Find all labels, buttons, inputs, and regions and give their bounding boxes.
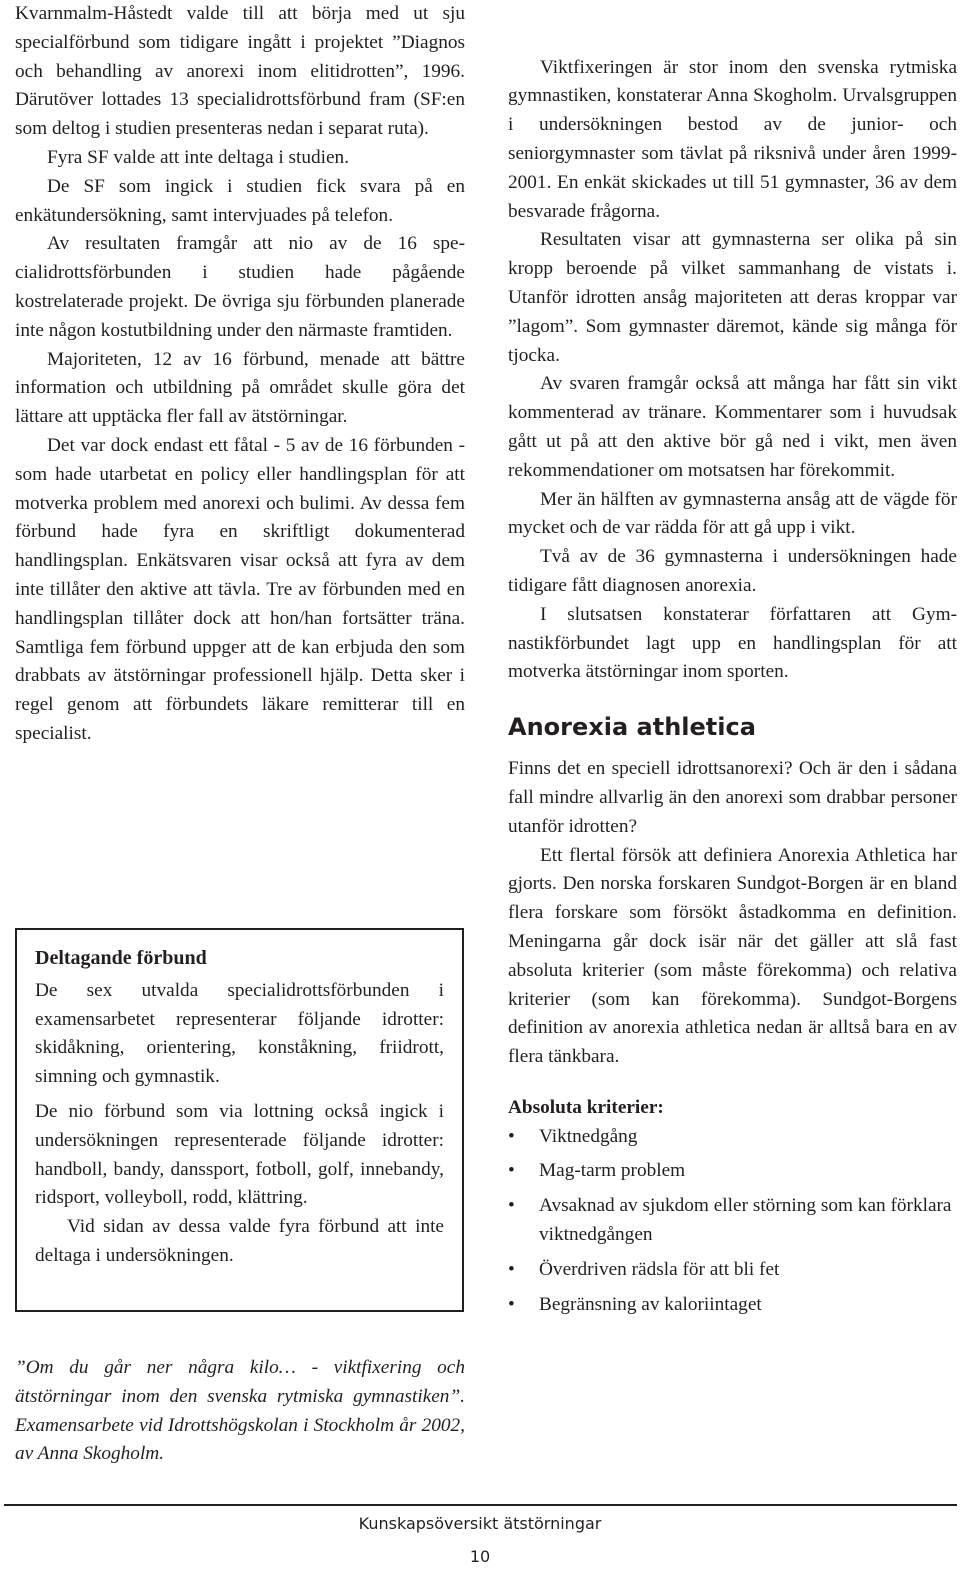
participating-federations-box bbox=[15, 928, 464, 1312]
paragraph: I slutsatsen konstaterar författaren att Gymnastikförbundet lagt upp en handlingsplan för att motverka ätstörningar inom sporten. bbox=[508, 603, 957, 683]
list-item-text: Avsaknad av sjukdom eller störning som kan förklara viktnedgången bbox=[539, 1195, 952, 1246]
list-item-text: Viktnedgång bbox=[539, 1125, 638, 1147]
paragraph: Kvarnmalm-Håstedt valde till att börja med ut sju specialförbund som tidigare ingått i projektet ”Diagnos och behandling av anorexi inom elitidrotten”, 1996. Därutöver lottades 13 specialidrottsförbund fram (SF:en som deltog i studien presenteras nedan i separat ruta). bbox=[15, 3, 465, 140]
reference-quote bbox=[15, 1354, 465, 1469]
box-paragraph: Vid sidan av dessa valde fyra förbund att inte deltaga i undersökningen. bbox=[35, 1216, 444, 1266]
list-item bbox=[508, 1256, 957, 1285]
left-column bbox=[15, 0, 465, 749]
bullet-icon: • bbox=[508, 1293, 515, 1315]
list-item bbox=[508, 1123, 957, 1152]
right-column bbox=[508, 0, 957, 1325]
page-number: 10 bbox=[469, 1547, 491, 1566]
paragraph: Resultaten visar att gymnasterna ser olika på sin kropp beroende på vilket sammanhang de vistats i. Utanför idrotten ansåg majoriteten att deras kroppar var ”lagom”. Som gymnaster däremot, kände sig många för tjocka. bbox=[508, 229, 957, 366]
list-item bbox=[508, 1157, 957, 1186]
bullet-icon: • bbox=[508, 1258, 515, 1280]
box-paragraph: De sex utvalda specialidrottsförbunden i examensarbetet representerar följande idrotter: skidåkning, orientering, konståkning, friidrott, simning och gymnastik. bbox=[35, 979, 444, 1088]
section-heading: Anorexia athletica bbox=[508, 713, 756, 742]
paragraph: Ett flertal försök att definiera Anorexia Athletica har gjorts. Den norska forskaren Sundgot-Borgen är en bland flera forskare som försökt åstadkomma en definition. Meningarna går dock isär när det gäller att slå fast absoluta kriterier (som måste förekomma) och relativa kriterier (som kan förekomma). Sundgot-Borgens definition av anorexia athletica nedan är alltså bara en av flera tänkbara. bbox=[508, 844, 957, 1068]
paragraph: Det var dock endast ett fåtal - 5 av de 16 förbunden - som hade utarbetat en policy eller handlingsplan för att motverka problem med anorexi och bulimi. Av dessa fem förbund hade fyra en skriftligt dokumenterad handlingsplan. Enkätsvaren visar också att fyra av dem inte tillåter den aktive att tävla. Tre av förbunden med en handlingsplan tillåter dock att hon/han fortsätter träna. Samtliga fem förbund uppger att de kan erbjuda den som drabbats av ätstörningar professionell hjälp. Detta sker i regel genom att förbundets läkare remitterar till en specialist. bbox=[15, 434, 465, 744]
box-paragraph: De nio förbund som via lottning också ingick i undersökningen representerade följande idrotter: handboll, bandy, danssport, fotboll, golf, innebandy, ridsport, volleyboll, rodd, klättring. bbox=[35, 1100, 444, 1209]
criteria-heading: Absoluta kriterier: bbox=[508, 1096, 664, 1118]
bullet-icon: • bbox=[508, 1160, 515, 1182]
list-item bbox=[508, 1192, 957, 1250]
paragraph: De SF som ingick i studien fick svara på en enkätundersökning, samt intervjuades på telefon. bbox=[15, 175, 465, 226]
box-title: Deltagande förbund bbox=[35, 947, 207, 969]
bullet-icon: • bbox=[508, 1195, 515, 1217]
reference-text: ”Om du går ner några kilo… - viktfixering och ätstörningar inom den svenska rytmiska gymnastiken”. Examensarbete vid Idrottshögskolan i Stockholm år 2002, av Anna Skogholm. bbox=[15, 1357, 465, 1465]
bullet-icon: • bbox=[508, 1125, 515, 1147]
list-item-text: Överdriven rädsla för att bli fet bbox=[539, 1258, 780, 1280]
list-item-text: Begränsning av kaloriintaget bbox=[539, 1293, 762, 1315]
paragraph: Fyra SF valde att inte deltaga i studien. bbox=[47, 146, 350, 168]
list-item bbox=[508, 1291, 957, 1320]
list-item-text: Mag-tarm problem bbox=[539, 1160, 686, 1182]
paragraph: Två av de 36 gymnasterna i undersökningen hade tidigare fått diagnosen anorexia. bbox=[508, 546, 957, 596]
spacer bbox=[508, 1, 957, 30]
paragraph: Finns det en speciell idrottsanorexi? Och är den i sådana fall mindre allvarlig än den anorexi som drabbar personer utanför idrotten? bbox=[508, 758, 957, 837]
paragraph: Majoriteten, 12 av 16 förbund, menade att bättre information och utbildning på området skulle göra det lättare att upptäcka fler fall av ätstörningar. bbox=[15, 348, 465, 428]
paragraph: Av resultaten framgår att nio av de 16 specialidrottsförbunden i studien hade pågående kostrelaterade projekt. De övriga sju förbunden planerade inte någon kostutbildning under den närmaste framtiden. bbox=[15, 233, 465, 341]
paragraph: Av svaren framgår också att många har fått sin vikt kommenterad av tränare. Kommentarer som i huvudsak gått ut på att den aktive bör gå ned i vikt, men även rekommendationer om motsatsen har förekommit. bbox=[508, 373, 957, 481]
paragraph: Mer än hälften av gymnasterna ansåg att de vägde för mycket och de var rädda för att gå upp i vikt. bbox=[508, 488, 957, 539]
paragraph: Viktfixeringen är stor inom den svenska rytmiska gymnastiken, konstaterar Anna Skogholm. Urvalsgruppen i undersökningen bestod av de junior- och seniorgymnaster som tävlat på riksnivå under åren 1999-2001. En enkät skickades ut till 51 gymnaster, 36 av dem besvarade frågorna. bbox=[508, 56, 957, 222]
criteria-list bbox=[508, 1123, 957, 1320]
footer-divider bbox=[4, 1504, 957, 1506]
footer-title: Kunskapsöversikt ätstörningar bbox=[358, 1514, 602, 1533]
